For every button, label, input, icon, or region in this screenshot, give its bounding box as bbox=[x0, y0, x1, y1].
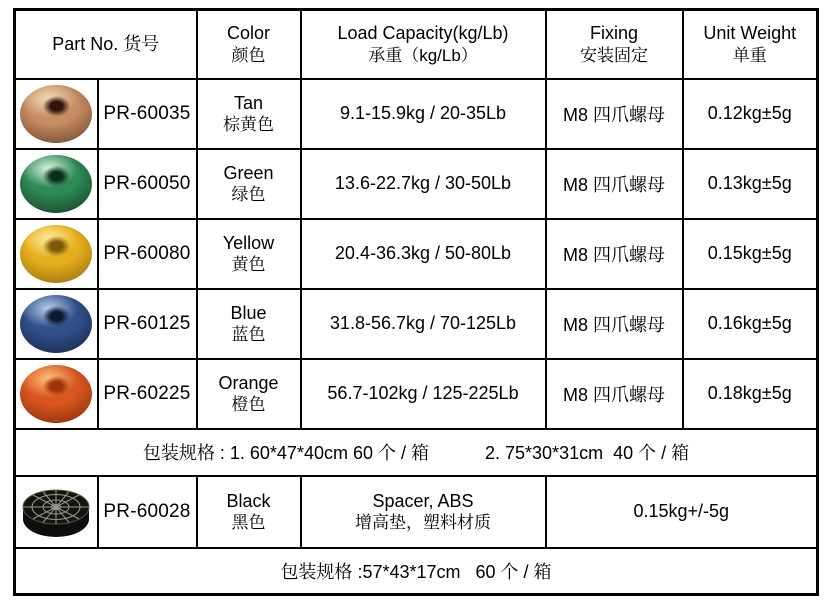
header-part-no-label: Part No. 货号 bbox=[52, 34, 160, 54]
fixing-cell: M8 四爪螺母 bbox=[546, 79, 683, 149]
header-load-capacity: Load Capacity(kg/Lb) 承重（kg/Lb） bbox=[301, 10, 546, 79]
weight-cell: 0.18kg±5g bbox=[683, 359, 818, 429]
weight-cell: 0.16kg±5g bbox=[683, 289, 818, 359]
product-row-blue bbox=[15, 289, 818, 359]
weight-cell: 0.15kg+/-5g bbox=[546, 476, 818, 548]
fixing-cell: M8 四爪螺母 bbox=[546, 359, 683, 429]
header-row bbox=[15, 10, 818, 79]
load-cell: 31.8-56.7kg / 70-125Lb bbox=[301, 289, 546, 359]
packaging-row-2 bbox=[15, 548, 818, 595]
header-fixing: Fixing 安装固定 bbox=[546, 10, 683, 79]
image-cell bbox=[15, 219, 98, 289]
packaging-spec-cell bbox=[15, 548, 818, 595]
product-row-spacer bbox=[15, 476, 818, 548]
image-cell bbox=[15, 359, 98, 429]
weight-cell: 0.12kg±5g bbox=[683, 79, 818, 149]
image-cell bbox=[15, 149, 98, 219]
color-cell: Yellow 黄色 bbox=[197, 219, 301, 289]
load-cell: 56.7-102kg / 125-225Lb bbox=[301, 359, 546, 429]
black-spacer-disc-image bbox=[19, 483, 93, 541]
color-cell: Tan 棕黄色 bbox=[197, 79, 301, 149]
part-no-cell: PR-60035 bbox=[98, 79, 197, 149]
product-row-green bbox=[15, 149, 818, 219]
blue-donut-buffer-image bbox=[20, 295, 92, 353]
part-no-cell: PR-60050 bbox=[98, 149, 197, 219]
image-cell bbox=[15, 476, 98, 548]
header-part-no bbox=[15, 10, 197, 79]
packaging-spec-1-item-2: 2. 75*30*31cm 40 个 / 箱 bbox=[485, 443, 690, 463]
color-cell: Black 黑色 bbox=[197, 476, 301, 548]
packaging-spec-2-text: 包装规格 :57*43*17cm 60 个 / 箱 bbox=[280, 561, 552, 582]
spacer-description-cell: Spacer, ABS 增高垫，塑料材质 bbox=[301, 476, 546, 548]
part-no-cell: PR-60225 bbox=[98, 359, 197, 429]
weight-cell: 0.15kg±5g bbox=[683, 219, 818, 289]
part-no-cell: PR-60080 bbox=[98, 219, 197, 289]
spec-table bbox=[13, 8, 819, 596]
yellow-donut-buffer-image bbox=[20, 225, 92, 283]
packaging-spec-1-item-1: 包装规格 : 1. 60*47*40cm 60 个 / 箱 bbox=[142, 443, 429, 463]
product-row-yellow bbox=[15, 219, 818, 289]
part-no-cell: PR-60028 bbox=[98, 476, 197, 548]
part-no-cell: PR-60125 bbox=[98, 289, 197, 359]
header-unit-weight: Unit Weight 单重 bbox=[683, 10, 818, 79]
tan-donut-buffer-image bbox=[20, 85, 92, 143]
product-row-tan bbox=[15, 79, 818, 149]
image-cell bbox=[15, 79, 98, 149]
fixing-cell: M8 四爪螺母 bbox=[546, 149, 683, 219]
weight-cell: 0.13kg±5g bbox=[683, 149, 818, 219]
color-cell: Orange 橙色 bbox=[197, 359, 301, 429]
fixing-cell: M8 四爪螺母 bbox=[546, 289, 683, 359]
packaging-row-1 bbox=[15, 429, 818, 476]
color-cell: Blue 蓝色 bbox=[197, 289, 301, 359]
load-cell: 9.1-15.9kg / 20-35Lb bbox=[301, 79, 546, 149]
green-donut-buffer-image bbox=[20, 155, 92, 213]
image-cell bbox=[15, 289, 98, 359]
fixing-cell: M8 四爪螺母 bbox=[546, 219, 683, 289]
header-color: Color 颜色 bbox=[197, 10, 301, 79]
color-cell: Green 绿色 bbox=[197, 149, 301, 219]
load-cell: 13.6-22.7kg / 30-50Lb bbox=[301, 149, 546, 219]
load-cell: 20.4-36.3kg / 50-80Lb bbox=[301, 219, 546, 289]
product-row-orange bbox=[15, 359, 818, 429]
packaging-spec-cell bbox=[15, 429, 818, 476]
orange-donut-buffer-image bbox=[20, 365, 92, 423]
